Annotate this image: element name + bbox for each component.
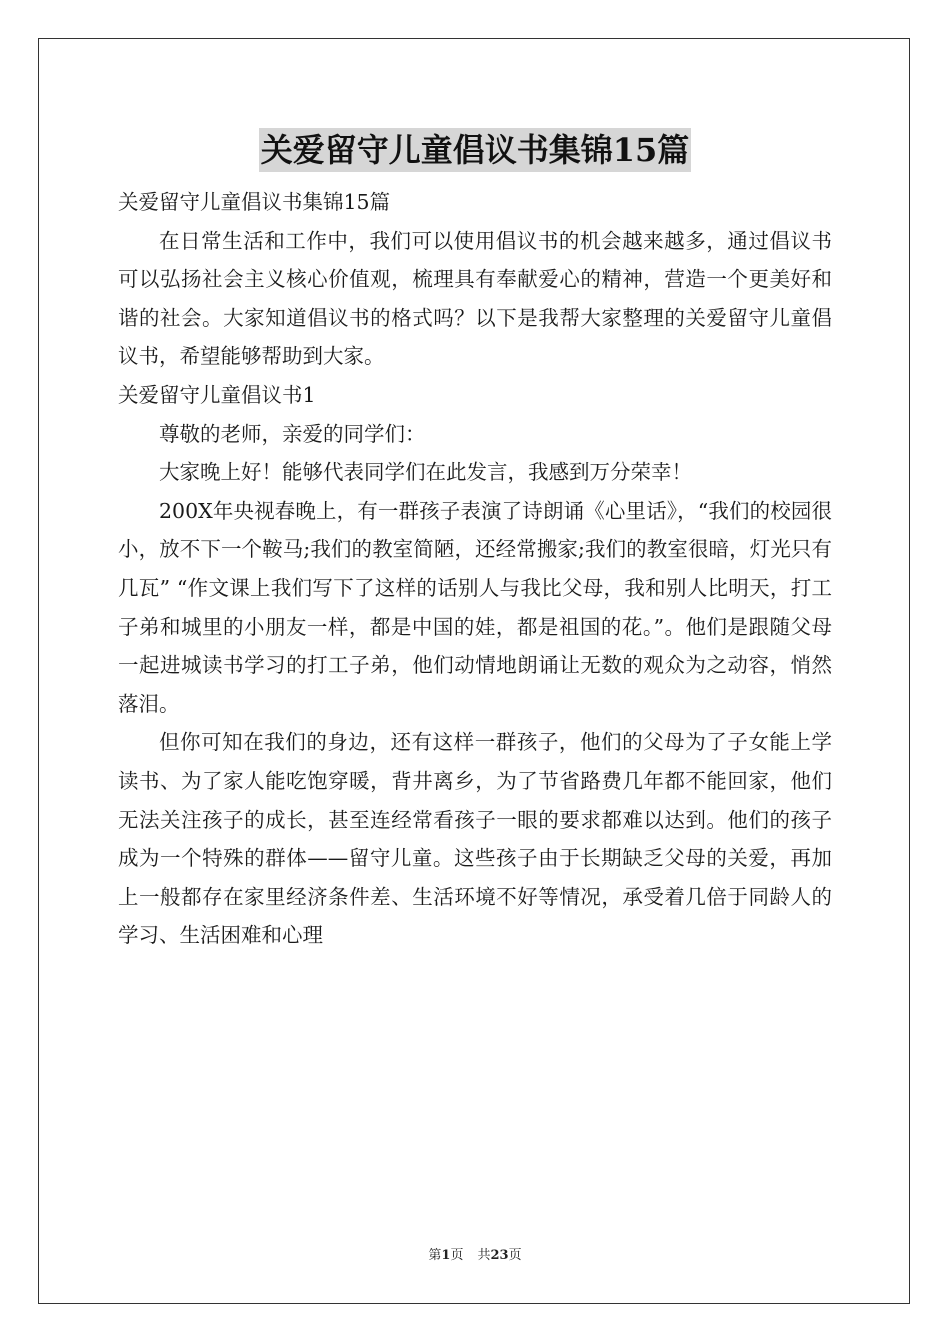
body-paragraph-2: 但你可知在我们的身边，还有这样一群孩子，他们的父母为了子女能上学读书、为了家人能吃饱穿暖，背井离乡，为了节省路费几年都不能回家，他们无法关注孩子的成长，甚至连经常看孩子一眼的要求都难以达到。他们的孩子成为一个特殊的群体——留守儿童。这些孩子由于长期缺乏父母的关爱，再加上一般都存在家里经济条件差、生活环境不好等情况，承受着几倍于同龄人的学习、生活困难和心理 xyxy=(118,730,832,948)
page-prefix: 第 xyxy=(428,1248,442,1263)
total-suffix: 页 xyxy=(508,1248,522,1263)
document-title xyxy=(0,128,950,172)
document-subtitle: 关爱留守儿童倡议书集锦15篇 xyxy=(118,190,391,214)
intro-paragraph: 在日常生活和工作中，我们可以使用倡议书的机会越来越多，通过倡议书可以弘扬社会主义核心价值观，梳理具有奉献爱心的精神，营造一个更美好和谐的社会。大家知道倡议书的格式吗？以下是我帮大家整理的关爱留守儿童倡议书，希望能够帮助到大家。 xyxy=(118,228,832,369)
section-heading: 关爱留守儿童倡议书1 xyxy=(118,382,316,407)
total-prefix: 共 xyxy=(477,1248,491,1263)
opening-paragraph: 大家晚上好！能够代表同学们在此发言，我感到万分荣幸！ xyxy=(159,460,692,485)
greeting-paragraph: 尊敬的老师，亲爱的同学们： xyxy=(159,421,426,446)
page-suffix: 页 xyxy=(450,1248,464,1263)
document-title-text: 关爱留守儿童倡议书集锦15篇 xyxy=(259,128,692,172)
page-footer xyxy=(0,1246,950,1266)
page-total: 23 xyxy=(490,1248,509,1263)
page-current: 1 xyxy=(441,1248,451,1263)
document-body xyxy=(118,183,832,955)
body-paragraph-1: 200X年央视春晚上，有一群孩子表演了诗朗诵《心里话》，“我们的校园很小，放不下一个鞍马;我们的教室简陋，还经常搬家;我们的教室很暗，灯光只有几瓦” “作文课上我们写下了这样的话别人与我比父母，我和别人比明天，打工子弟和城里的小朋友一样，都是中国的娃，都是祖国的花。”。他们是跟随父母一起进城读书学习的打工子弟，他们动情地朗诵让无数的观众为之动容，悄然落泪。 xyxy=(118,498,832,716)
